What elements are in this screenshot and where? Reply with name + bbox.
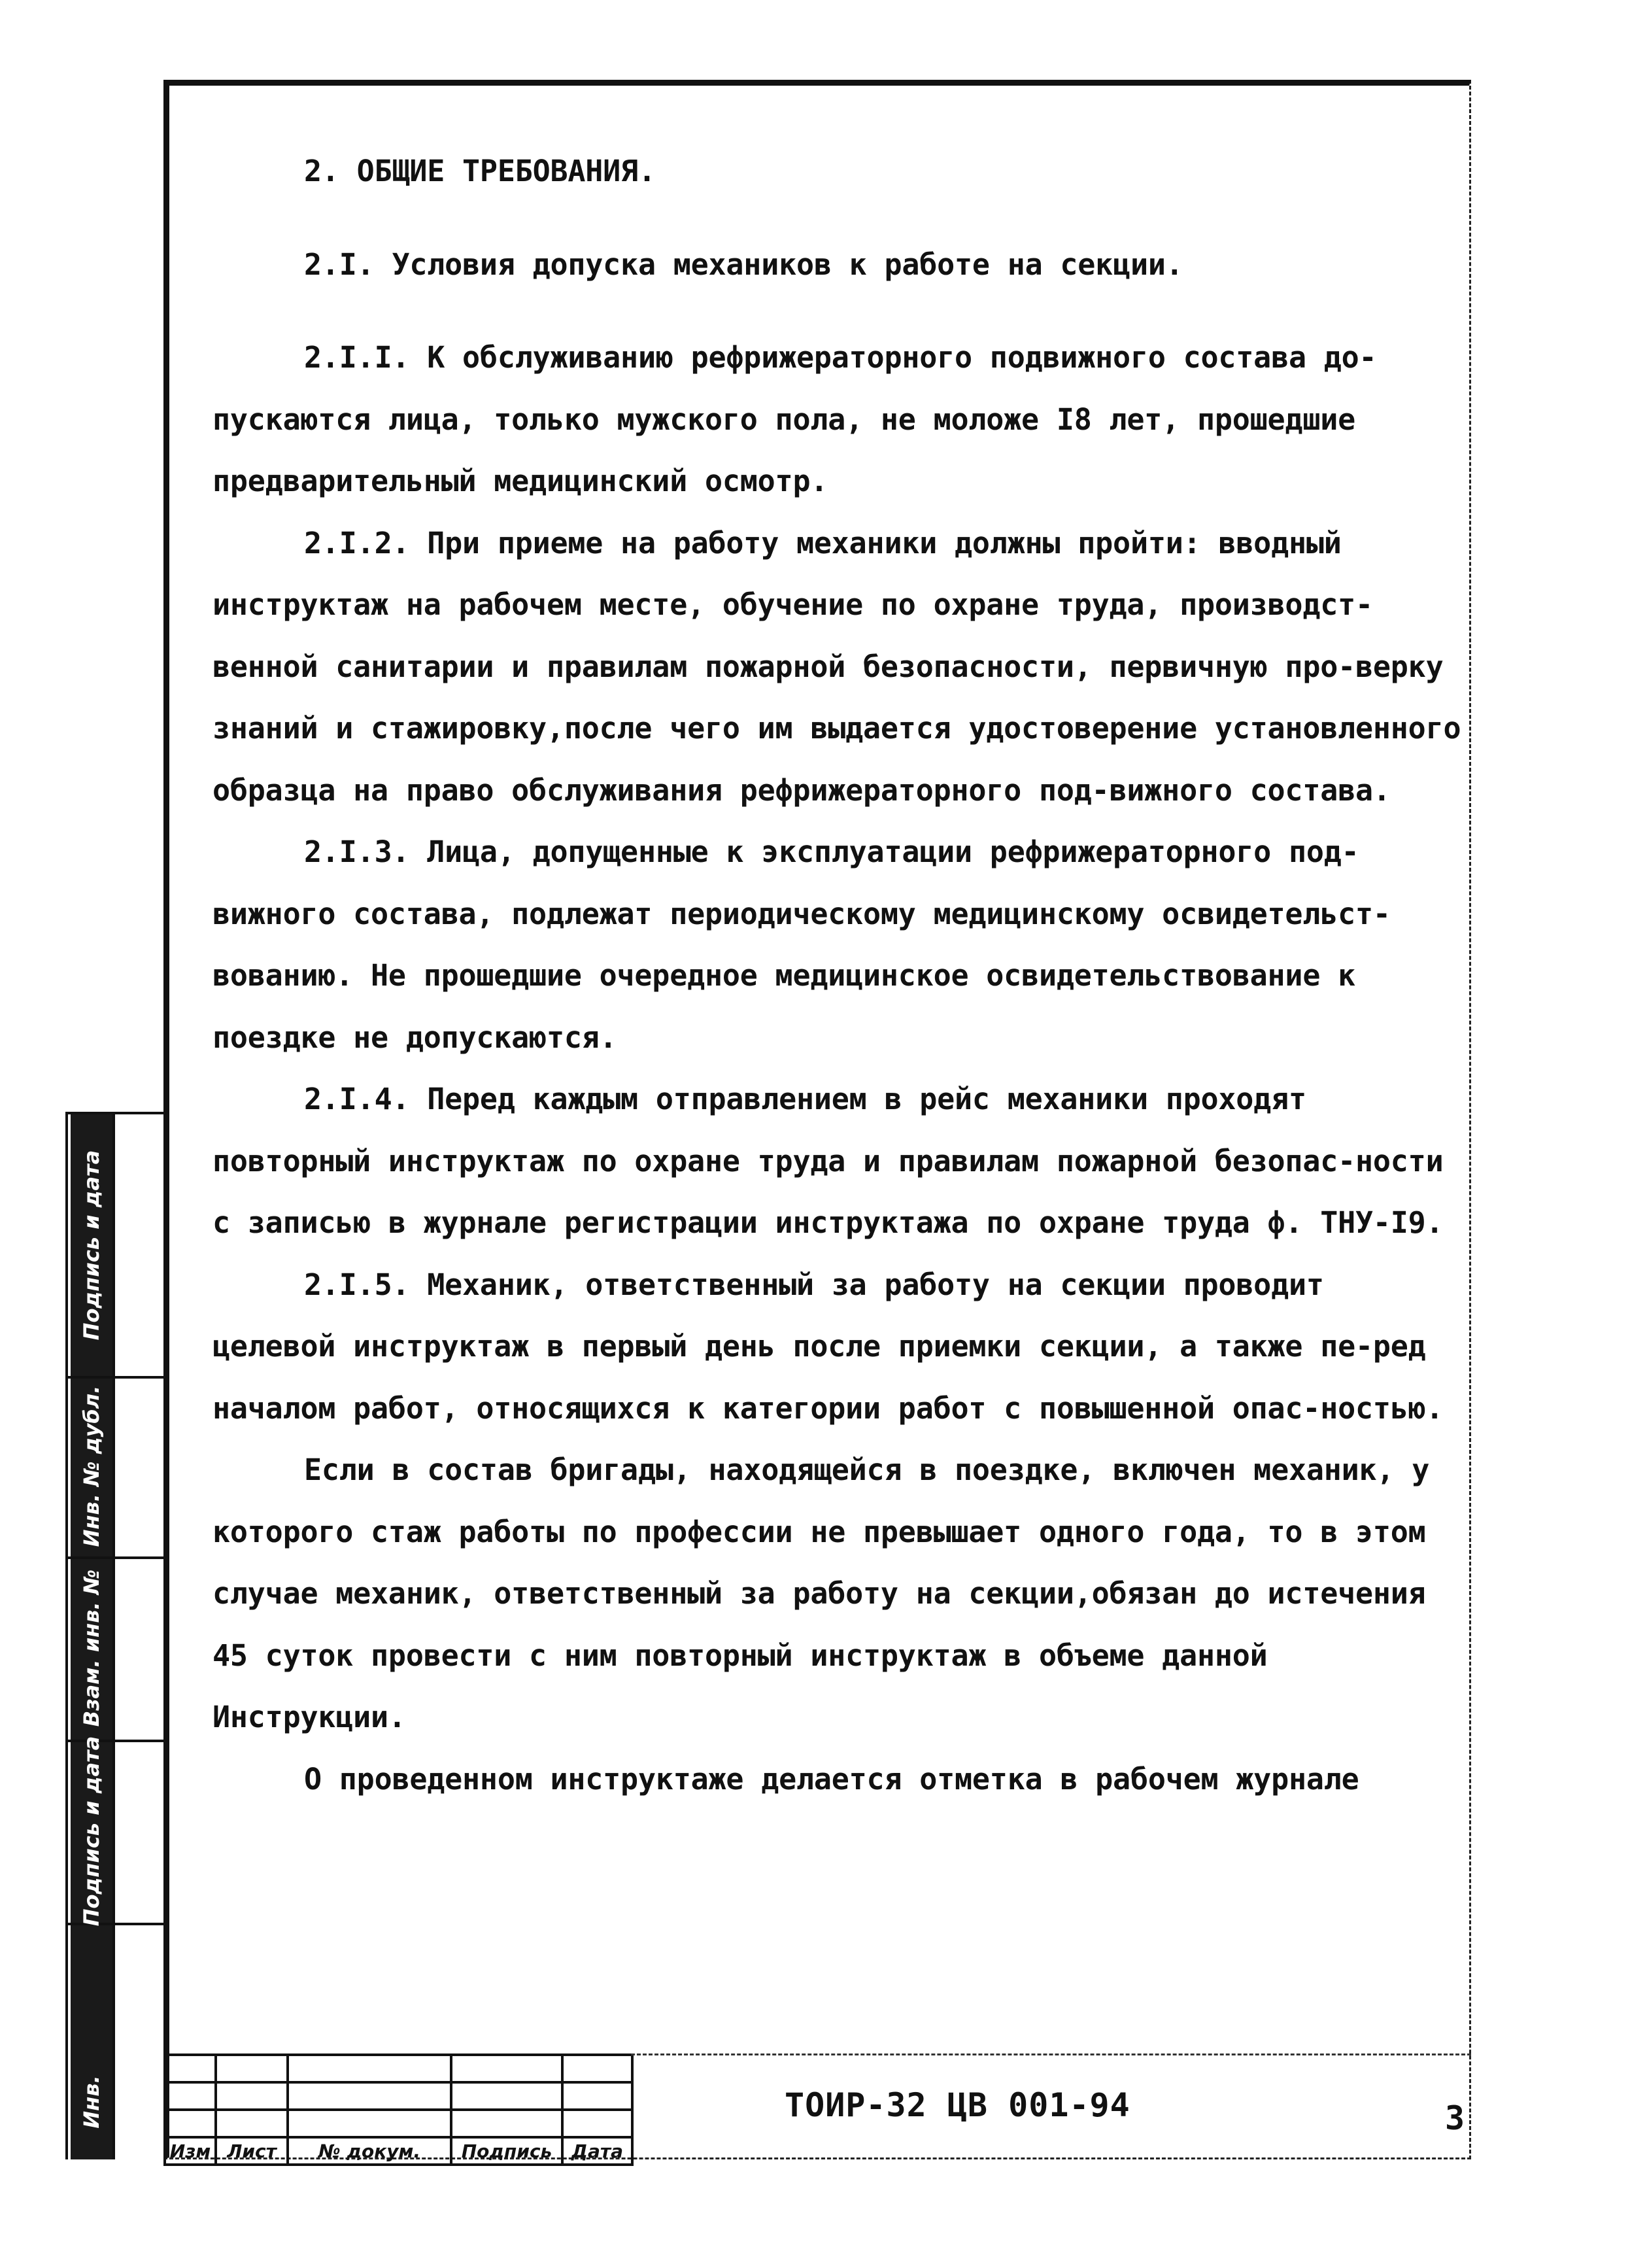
column-sheet: Лист — [216, 2137, 288, 2165]
title-block-top-line — [631, 2053, 1471, 2055]
side-label-signature-date-2: Подпись и дата — [79, 1736, 104, 1927]
side-label-duplicate-number: Инв. № дубл. — [79, 1385, 104, 1547]
subsection-title: 2.I. Условия допуска механиков к работе на секции. — [304, 247, 1183, 282]
title-block — [163, 2053, 1471, 2162]
title-block-divider — [631, 2053, 634, 2159]
paragraph-2-1-1: 2.I.I. К обслуживанию рефрижераторного подвижного состава до-пускаются лица, только мужского пола, не моложе I8 лет, прошедшие предварительный медицинский осмотр. — [212, 340, 1377, 498]
section-title: 2. ОБЩИЕ ТРЕБОВАНИЯ. — [304, 154, 656, 188]
paragraph-newcomer-mechanic: Если в состав бригады, находящейся в поездке, включен механик, у которого стаж работы по профессии не превышает одного года, то в этом случае механик, ответственный за работу на секции,обязан до истечения 45 суток провести с ним повторный инструктаж в объеме данной Инструкции. — [212, 1452, 1430, 1734]
side-stamp — [65, 1112, 163, 2159]
document-body — [212, 141, 1461, 1810]
paragraph-2-1-2: 2.I.2. При приеме на работу механики должны пройти: вводный инструктаж на рабочем месте, обучение по охране труда, производст-венной санитарии и правилам пожарной безопасности, первичную про-верку знаний и стажировку,после чего им выдается удостоверение установленного образца на право обслуживания рефрижераторного под-вижного состава. — [212, 525, 1461, 808]
column-date: Дата — [562, 2137, 632, 2165]
side-label-inventory: Инв. — [79, 2075, 104, 2129]
paragraph-2-1-4: 2.I.4. Перед каждым отправлением в рейс механики проходят повторный инструктаж по охране труда и правилам пожарной безопас-ности с записью в журнале регистрации инструктажа по охране труда ф. ТНУ-I9. — [212, 1082, 1444, 1240]
column-signature: Подпись — [451, 2137, 562, 2165]
side-label-replacement-number: Взам. инв. № — [79, 1569, 104, 1727]
paragraph-2-1-5: 2.I.5. Механик, ответственный за работу на секции проводит целевой инструктаж в первый день после приемки секции, а также пе-ред началом работ, относящихся к категории работ с повышенной опас-ностью. — [212, 1267, 1444, 1426]
document-code: ТОИР-32 ЦВ 001-94 — [785, 2086, 1130, 2124]
side-label-signature-date: Подпись и дата — [79, 1150, 104, 1341]
revision-grid — [163, 2053, 634, 2166]
column-document-number: № докум. — [288, 2137, 451, 2165]
page-number: 3 — [1445, 2099, 1465, 2137]
column-change: Изм — [165, 2137, 216, 2165]
paragraph-instruction-record: О проведенном инструктаже делается отметка в рабочем журнале — [304, 1761, 1359, 1796]
paragraph-2-1-3: 2.I.3. Лица, допущенные к эксплуатации рефрижераторного под-вижного состава, подлежат периодическому медицинскому освидетельст-вованию. Не прошедшие очередное медицинское освидетельствование к поездке не допускаются. — [212, 834, 1391, 1055]
